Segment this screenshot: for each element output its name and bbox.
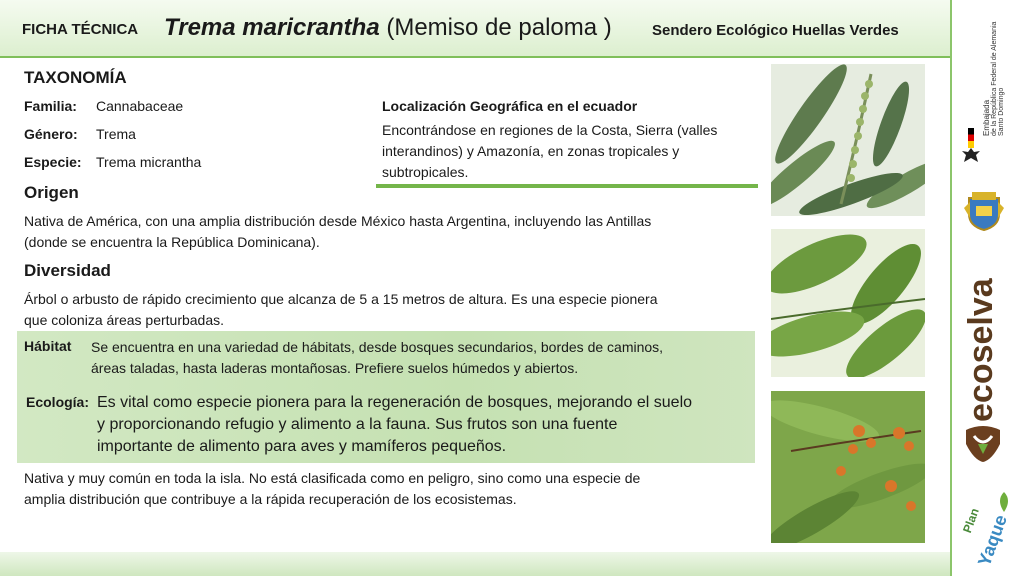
yaque-text: Yaque bbox=[974, 512, 1011, 569]
sendero-label: Sendero Ecológico Huellas Verdes bbox=[652, 22, 899, 39]
habitat-text-1: Se encuentra en una variedad de hábitats, desde bosques secundarios, bordes de caminos, bbox=[91, 339, 664, 355]
origen-text-1: Nativa de América, con una amplia distribución desde México hasta Argentina, incluyendo las Antillas bbox=[24, 213, 652, 229]
ecologia-text-3: importante de alimento para aves y mamíferos pequeños. bbox=[97, 438, 507, 455]
especie-value: Trema micrantha bbox=[96, 154, 202, 170]
german-flag-stripe bbox=[968, 128, 974, 148]
origen-text-2: (donde se encuentra la República Dominicana). bbox=[24, 234, 320, 250]
embassy-logo bbox=[954, 16, 1014, 146]
diversidad-text-2: que coloniza áreas perturbadas. bbox=[24, 312, 225, 328]
embassy-line-2: de la República Federal de Alemania bbox=[991, 21, 998, 136]
taxonomy-title: TAXONOMÍA bbox=[24, 68, 127, 87]
genero-value: Trema bbox=[96, 126, 136, 142]
embassy-line-1: Embajada bbox=[982, 99, 991, 136]
photo-fruits bbox=[771, 391, 925, 543]
familia-value: Cannabaceae bbox=[96, 98, 184, 114]
ficha-label: FICHA TÉCNICA bbox=[22, 21, 139, 38]
origen-title: Origen bbox=[24, 183, 79, 202]
genero-label: Género: bbox=[24, 126, 78, 142]
diversidad-title: Diversidad bbox=[24, 261, 111, 280]
sponsor-sidebar bbox=[950, 0, 1024, 576]
photo-flower-spike bbox=[771, 64, 925, 216]
embassy-line-3: Santo Domingo bbox=[998, 87, 1005, 136]
geo-divider bbox=[376, 184, 758, 188]
page-title bbox=[164, 14, 612, 42]
diversidad-text-1: Árbol o arbusto de rápido crecimiento que alcanza de 5 a 15 metros de altura. Es una especie pionera bbox=[24, 291, 658, 307]
header-bar bbox=[0, 0, 950, 58]
ecologia-text-1: Es vital como especie pionera para la regeneración de bosques, mejorando el suelo bbox=[97, 394, 693, 411]
conservation-text-1: Nativa y muy común en toda la isla. No está clasificada como en peligro, sino como una especie de bbox=[24, 470, 641, 486]
species-name: Trema maricrantha bbox=[164, 14, 380, 41]
common-name: (Memiso de paloma ) bbox=[379, 14, 612, 41]
conservation-text-2: amplia distribución que contribuye a la rápida recuperación de los ecosistemas. bbox=[24, 491, 517, 507]
photo-leaves bbox=[771, 229, 925, 377]
ecologia-text-2: y proporcionando refugio y alimento a la fauna. Sus frutos son una fuente bbox=[97, 416, 618, 433]
plan-yaque-logo bbox=[960, 490, 1020, 569]
ecoselva-wordmark: ecoselva bbox=[962, 278, 1000, 422]
ecoselva-logo bbox=[958, 262, 1018, 472]
coat-of-arms-icon bbox=[964, 188, 1004, 237]
habitat-text-2: áreas taladas, hasta laderas montañosas. Prefiere suelos húmedos y abiertos. bbox=[91, 360, 579, 376]
plan-yaque-icon bbox=[996, 492, 1012, 517]
geo-text: Encontrándose en regiones de la Costa, Sierra (valles interandinos) y Amazonía, en zonas tropicales y subtropicales. bbox=[382, 122, 718, 180]
footer-bar bbox=[0, 552, 950, 576]
ecoselva-leaf-icon bbox=[962, 422, 1004, 469]
habitat-label: Hábitat bbox=[24, 338, 72, 354]
geo-title: Localización Geográfica en el ecuador bbox=[382, 98, 638, 114]
familia-label: Familia: bbox=[24, 98, 77, 114]
especie-label: Especie: bbox=[24, 154, 82, 170]
german-eagle-icon bbox=[960, 146, 982, 169]
plan-text: Plan bbox=[960, 506, 982, 535]
ecologia-label: Ecología: bbox=[26, 394, 90, 410]
